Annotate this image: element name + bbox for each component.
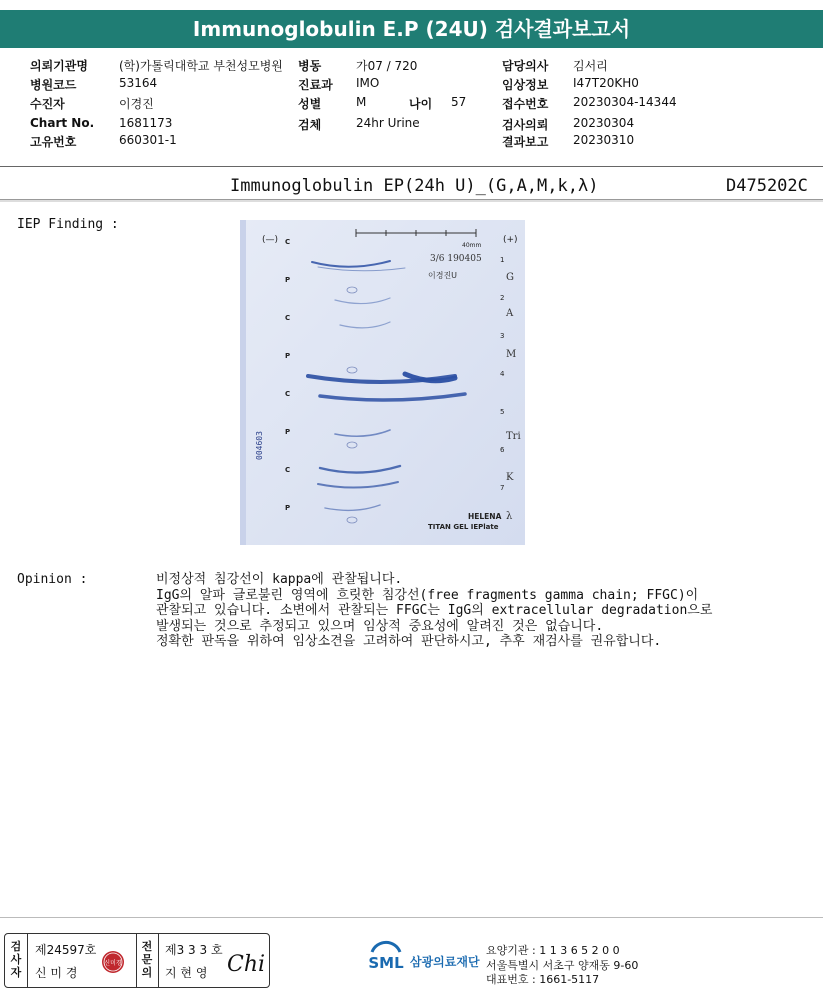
receipt-label: 접수번호 (502, 97, 549, 111)
gel-left-letter: C (285, 314, 291, 322)
iep-finding-label: IEP Finding : (17, 217, 119, 232)
test-name: Immunoglobulin EP(24h U)_(G,A,M,k,λ) (230, 176, 599, 196)
seal-text: 신미경 (104, 960, 122, 967)
organization-name: 삼광의료재단 (410, 955, 480, 969)
cell-divider (136, 934, 137, 987)
opinion-text (156, 572, 796, 650)
scale-label: 40mm (462, 242, 482, 249)
specialist-label: 전문의 (141, 940, 153, 979)
request-value: 20230304 (573, 116, 635, 130)
specialist-signature: Chi (227, 952, 266, 977)
info-row-2 (0, 76, 823, 92)
hospital-code-label: 병원코드 (30, 78, 77, 92)
opinion-line: 비정상적 침강선이 kappa에 관찰됩니다. (156, 572, 403, 587)
gel-lane-number: 6 (500, 446, 505, 454)
gel-left-letter: C (285, 238, 291, 246)
handwritten-date: 3/6 190405 (430, 254, 482, 264)
examiner-label: 검사자 (10, 940, 22, 979)
gel-side-number: 004603 (255, 431, 264, 460)
cell-divider (27, 934, 28, 987)
gel-lane-number: 4 (500, 370, 505, 378)
logo-text: SML (368, 954, 404, 972)
address: 서울특별시 서초구 양재동 9-60 (486, 959, 639, 972)
age-label: 나이 (409, 97, 433, 111)
specialist-name: 지 현 영 (165, 966, 208, 980)
info-row-3 (0, 95, 823, 111)
gel-lane-number: 5 (500, 408, 505, 416)
examiner-name: 신 미 경 (35, 966, 78, 980)
divider-shadow (0, 200, 823, 202)
gel-left-letter: P (285, 428, 291, 436)
gel-lane-number: 1 (500, 256, 505, 264)
dept-label: 진료과 (298, 78, 333, 92)
chart-label: Chart No. (30, 116, 95, 130)
signature-box (4, 933, 270, 988)
doctor-label: 담당의사 (502, 59, 549, 73)
specimen-label: 검체 (298, 118, 322, 132)
ward-value: 가07 / 720 (356, 59, 418, 73)
cell-divider (158, 934, 159, 987)
info-row-5 (0, 133, 823, 149)
gel-lane-label: M (506, 349, 517, 360)
request-label: 검사의뢰 (502, 118, 549, 132)
info-row-4 (0, 116, 823, 132)
gel-left-letter: P (285, 352, 291, 360)
gel-lane-number: 7 (500, 484, 505, 492)
test-code: D475202C (726, 176, 808, 196)
result-value: 20230310 (573, 133, 635, 147)
doctor-value: 김서리 (573, 59, 608, 73)
examiner-license-no: 제24597호 (35, 943, 97, 957)
unique-value: 660301-1 (119, 133, 177, 147)
gel-lane-label: K (506, 472, 514, 483)
gel-left-letter: C (285, 466, 291, 474)
hospital-code-value: 53164 (119, 76, 158, 90)
receipt-value: 20230304-14344 (573, 95, 677, 109)
age-value: 57 (451, 95, 467, 109)
opinion-line: 정확한 판독을 위하여 임상소견을 고려하여 판단하시고, 추후 재검사를 권유합니다. (156, 634, 662, 649)
handwritten-name: 이경진U (428, 271, 458, 280)
sex-label: 성별 (298, 97, 322, 111)
institution-code: 요양기관 : 1 1 3 6 5 2 0 0 (486, 944, 620, 957)
clinical-label: 임상정보 (502, 78, 549, 92)
gel-edge (240, 220, 246, 545)
clinical-value: I47T20KH0 (573, 76, 639, 90)
specialist-license-no: 제3 3 3 호 (165, 943, 223, 957)
gel-left-letter: P (285, 504, 291, 512)
specimen-value: 24hr Urine (356, 116, 420, 130)
footer-divider (0, 917, 823, 918)
ward-label: 병동 (298, 59, 322, 73)
phone-number: 대표번호 : 1661-5117 (486, 973, 600, 986)
gel-left-letter: P (285, 276, 291, 284)
anode-label: (+) (503, 235, 518, 245)
dept-value: IMO (356, 76, 380, 90)
opinion-line: IgG의 알파 글로불린 영역에 흐릿한 침강선(free fragments gamma chain; FFGC)이 (156, 587, 699, 603)
report-title: Immunoglobulin E.P (24U) 검사결과보고서 (0, 10, 823, 48)
opinion-label: Opinion : (17, 572, 88, 587)
gel-lane-label: λ (506, 511, 513, 522)
gel-left-letter: C (285, 390, 291, 398)
examiner-seal-stamp (101, 950, 125, 974)
info-row-1 (0, 57, 823, 73)
institution-value: (학)가톨릭대학교 부천성모병원 (119, 59, 283, 73)
iep-gel-image (240, 220, 525, 545)
institution-label: 의뢰기관명 (30, 59, 88, 73)
gel-lane-number: 3 (500, 332, 505, 340)
chart-value: 1681173 (119, 116, 173, 130)
divider (0, 166, 823, 167)
opinion-line: 발생되는 것으로 추정되고 있으며 임상적 중요성에 알려진 것은 없습니다. (156, 618, 604, 634)
patient-value: 이경진 (119, 97, 154, 111)
gel-lane-label: G (506, 272, 514, 283)
gel-product: TITAN GEL IEPlate (428, 523, 499, 531)
sml-logo-icon (364, 938, 408, 978)
result-label: 결과보고 (502, 135, 549, 149)
gel-brand: HELENA (468, 512, 502, 521)
patient-label: 수진자 (30, 97, 65, 111)
gel-lane-number: 2 (500, 294, 505, 302)
sex-value: M (356, 95, 367, 109)
gel-lane-label: Tri (506, 431, 521, 442)
cathode-label: (—) (262, 235, 279, 245)
unique-label: 고유번호 (30, 135, 77, 149)
opinion-line: 관찰되고 있습니다. 소변에서 관찰되는 FFGC는 IgG의 extracellular degradation으로 (156, 603, 713, 618)
gel-lane-label: A (506, 308, 514, 319)
